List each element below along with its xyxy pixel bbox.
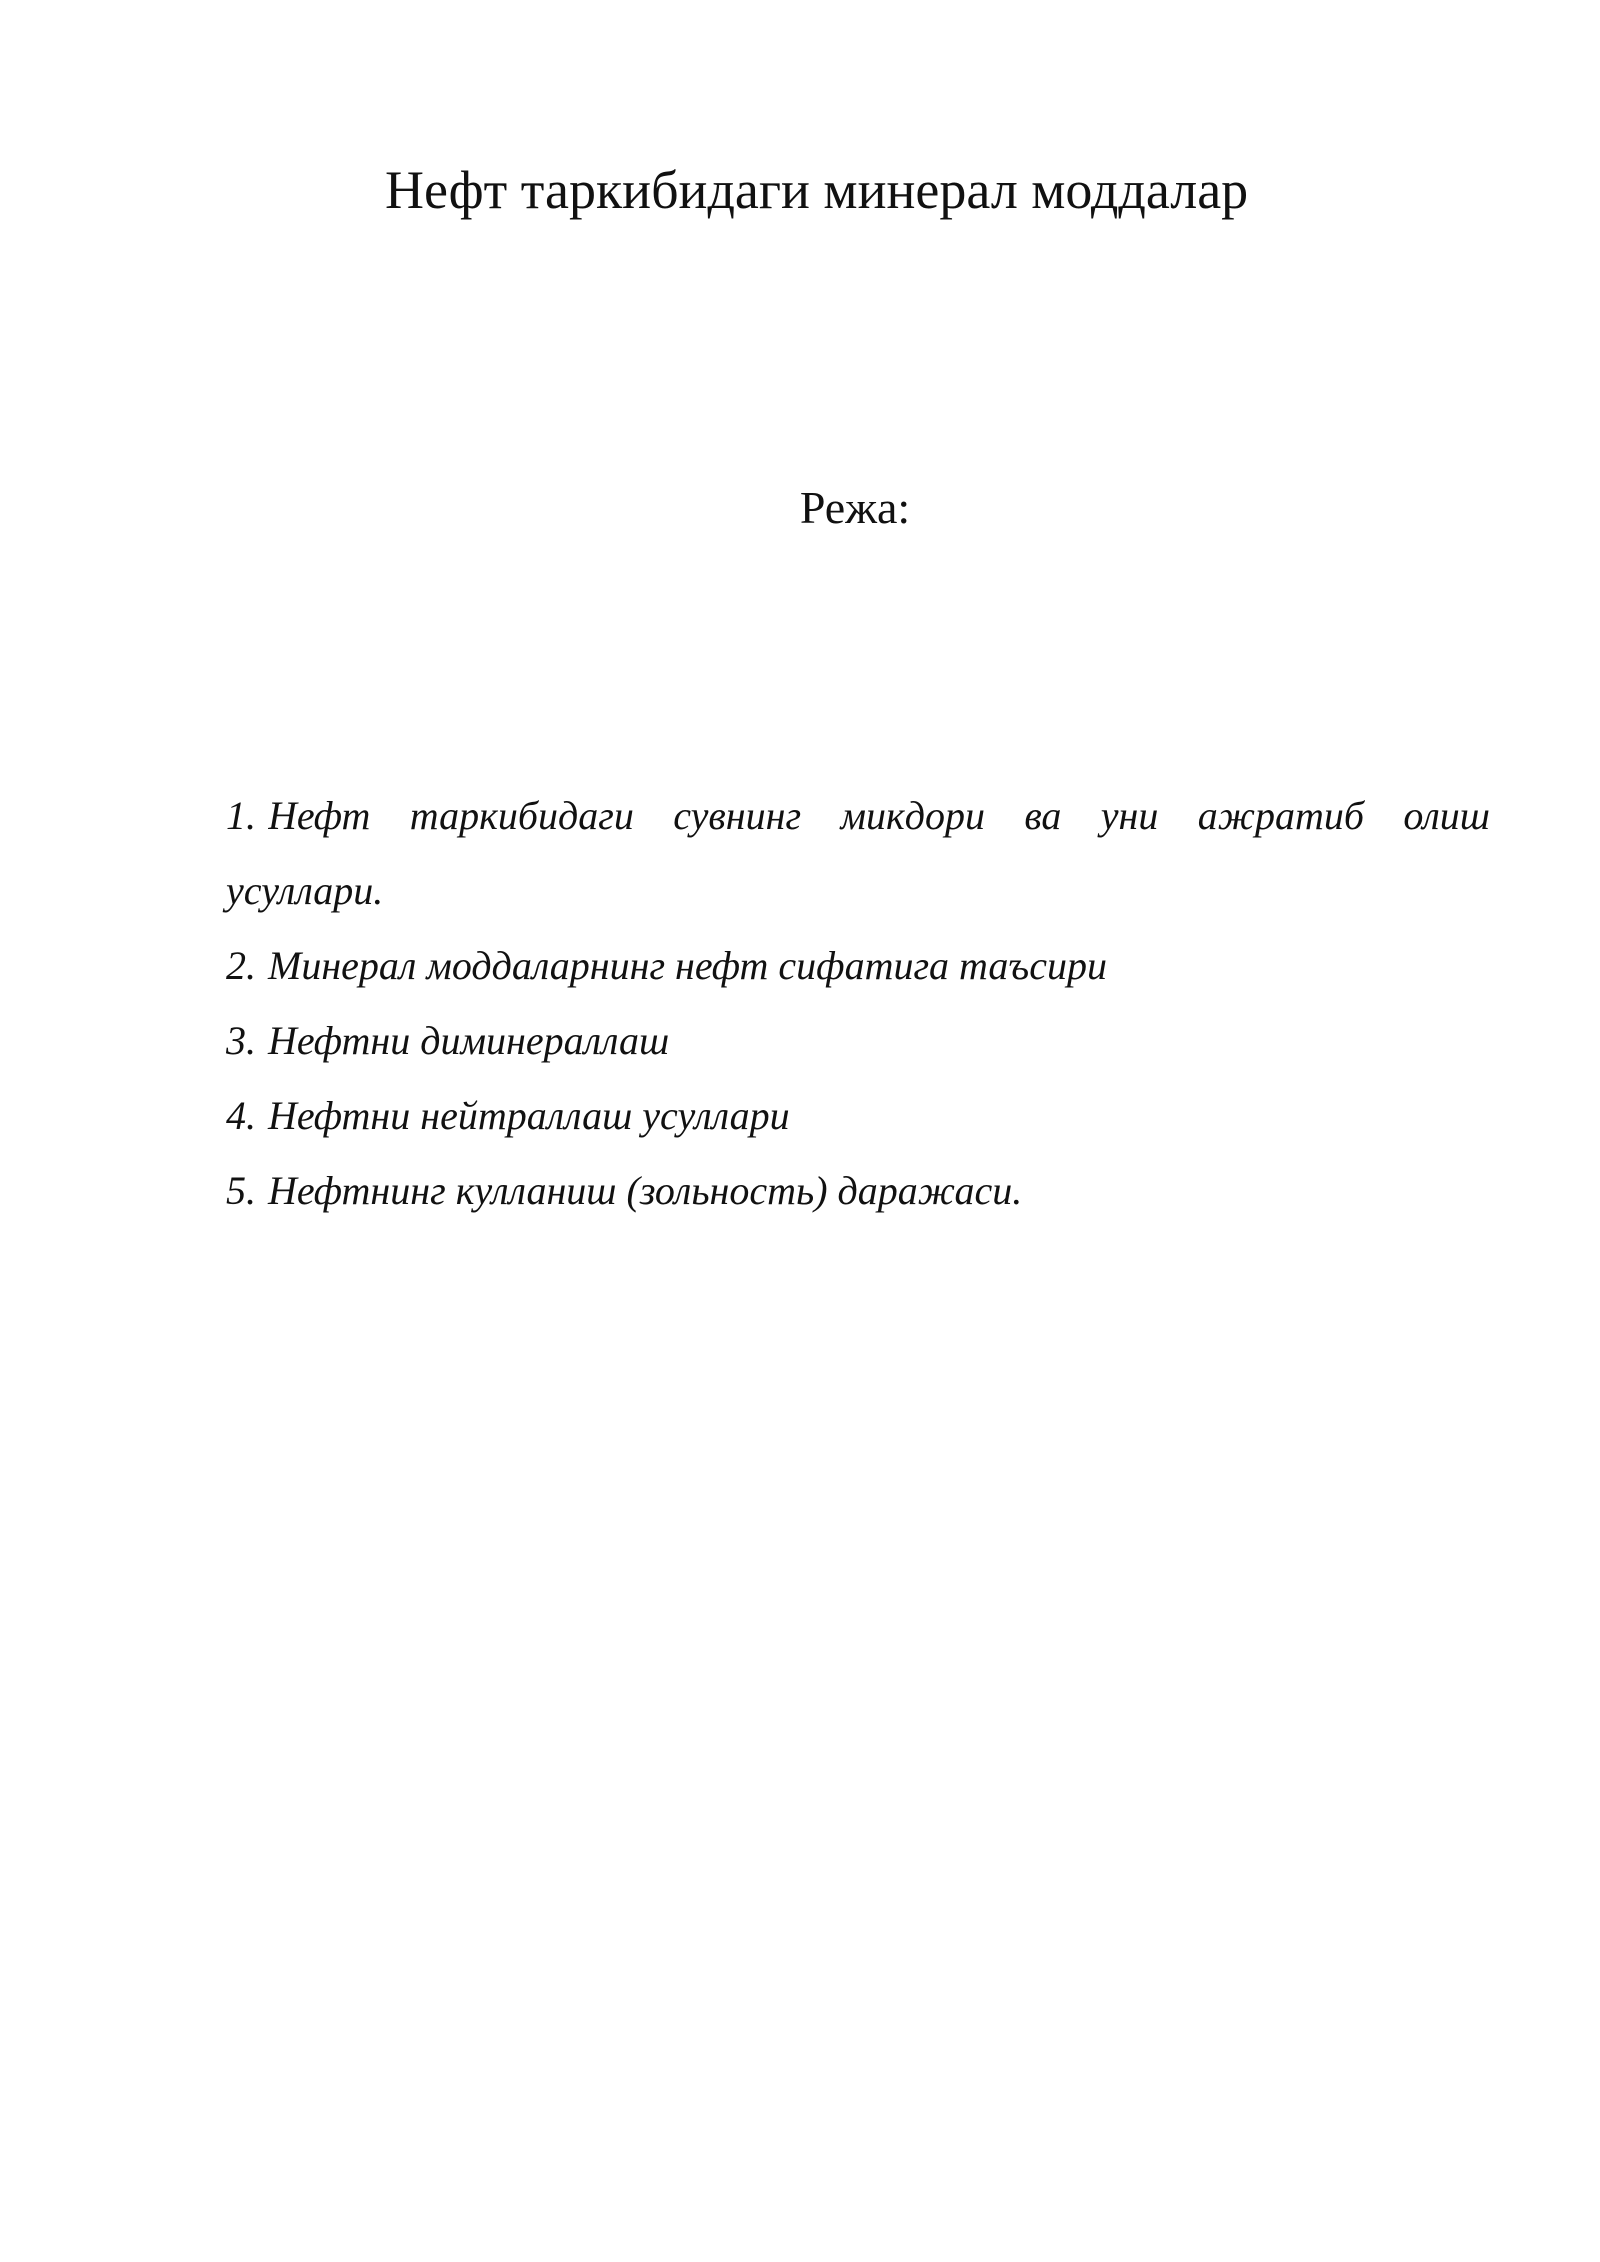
plan-item-1 [226, 778, 1490, 853]
plan-item-text: Нефтни диминераллаш [268, 1018, 670, 1063]
plan-list [226, 778, 1490, 1228]
plan-item-text: Минерал моддаларнинг нефт сифатига таъсири [268, 943, 1107, 988]
plan-item-number: 5. [226, 1168, 256, 1213]
plan-item-number: 4. [226, 1093, 256, 1138]
plan-item-5 [226, 1153, 1490, 1228]
plan-item-number: 1. [226, 793, 256, 838]
plan-item-4 [226, 1078, 1490, 1153]
plan-item-text: Нефт таркибидаги сувнинг микдори ва уни ажратиб олиш [268, 793, 1490, 838]
plan-item-number: 3. [226, 1018, 256, 1063]
document-title: Нефт таркибидаги минерал моддалар [385, 160, 1249, 220]
plan-item-text-continuation: усуллари. [226, 868, 384, 913]
plan-item-2 [226, 928, 1490, 1003]
plan-item-3 [226, 1003, 1490, 1078]
plan-item-number: 2. [226, 943, 256, 988]
plan-heading: Режа: [799, 482, 911, 533]
plan-item-1-continuation [226, 853, 1490, 928]
plan-item-text: Нефтнинг кулланиш (зольность) даражаси. [268, 1168, 1023, 1213]
plan-item-text: Нефтни нейтраллаш усуллари [268, 1093, 790, 1138]
